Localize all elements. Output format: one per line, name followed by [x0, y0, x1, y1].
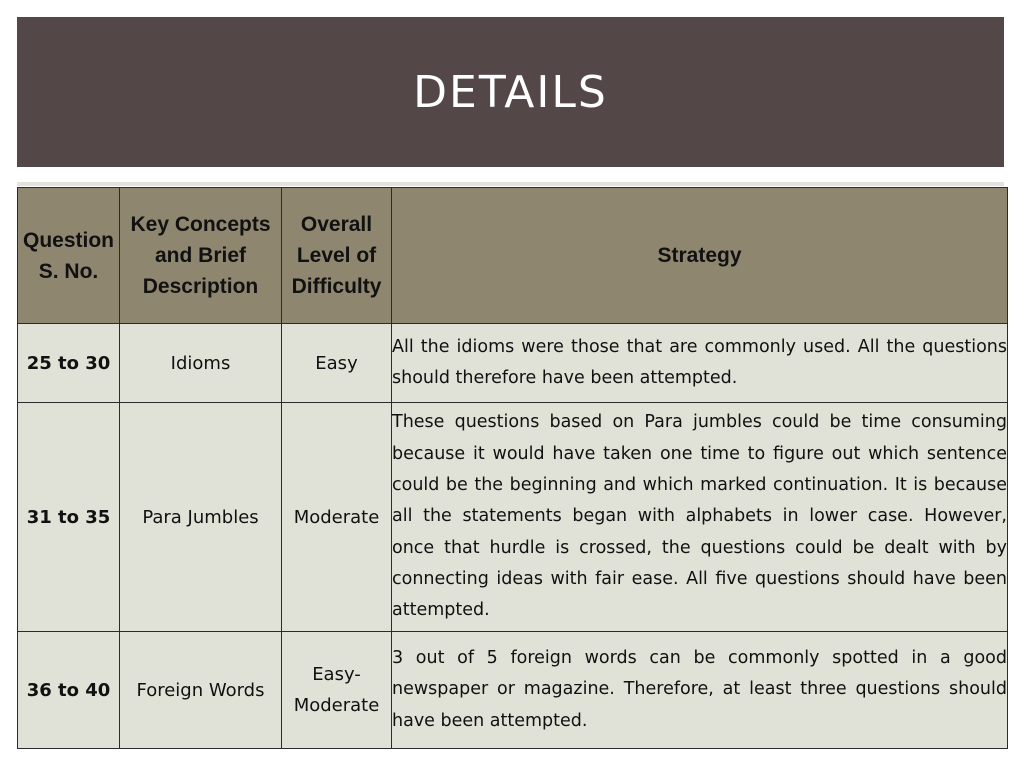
- table-row: [18, 324, 1008, 403]
- strategy-cell: 3 out of 5 foreign words can be commonly spotted in a good newspaper or magazine. Therefore, at least three questions should have been attempted.: [392, 632, 1008, 749]
- strategy-cell: All the idioms were those that are commonly used. All the questions should therefore have been attempted.: [392, 324, 1008, 403]
- header-key-concepts: Key Concepts and Brief Description: [120, 188, 282, 324]
- details-table: [17, 187, 1008, 749]
- concept-cell: Idioms: [120, 324, 282, 403]
- difficulty-cell: Easy-Moderate: [282, 632, 392, 749]
- table-row: [18, 632, 1008, 749]
- question-no-cell: 25 to 30: [18, 324, 120, 403]
- concept-cell: Para Jumbles: [120, 403, 282, 632]
- header-question-no: Question S. No.: [18, 188, 120, 324]
- header-strategy: Strategy: [392, 188, 1008, 324]
- concept-cell: Foreign Words: [120, 632, 282, 749]
- difficulty-cell: Moderate: [282, 403, 392, 632]
- table-row: [18, 403, 1008, 632]
- question-no-cell: 36 to 40: [18, 632, 120, 749]
- title-banner: [17, 17, 1004, 167]
- divider: [17, 182, 1004, 186]
- question-no-cell: 31 to 35: [18, 403, 120, 632]
- difficulty-cell: Easy: [282, 324, 392, 403]
- strategy-cell: These questions based on Para jumbles could be time consuming because it would have taken one time to figure out which sentence could be the beginning and which marked continuation. It is because all the statements began with alphabets in lower case. However, once that hurdle is crossed, the questions could be dealt with by connecting ideas with fair ease. All five questions should have been attempted.: [392, 403, 1008, 632]
- header-difficulty: Overall Level of Difficulty: [282, 188, 392, 324]
- header-row: [18, 188, 1008, 324]
- page-title: DETAILS: [413, 66, 608, 118]
